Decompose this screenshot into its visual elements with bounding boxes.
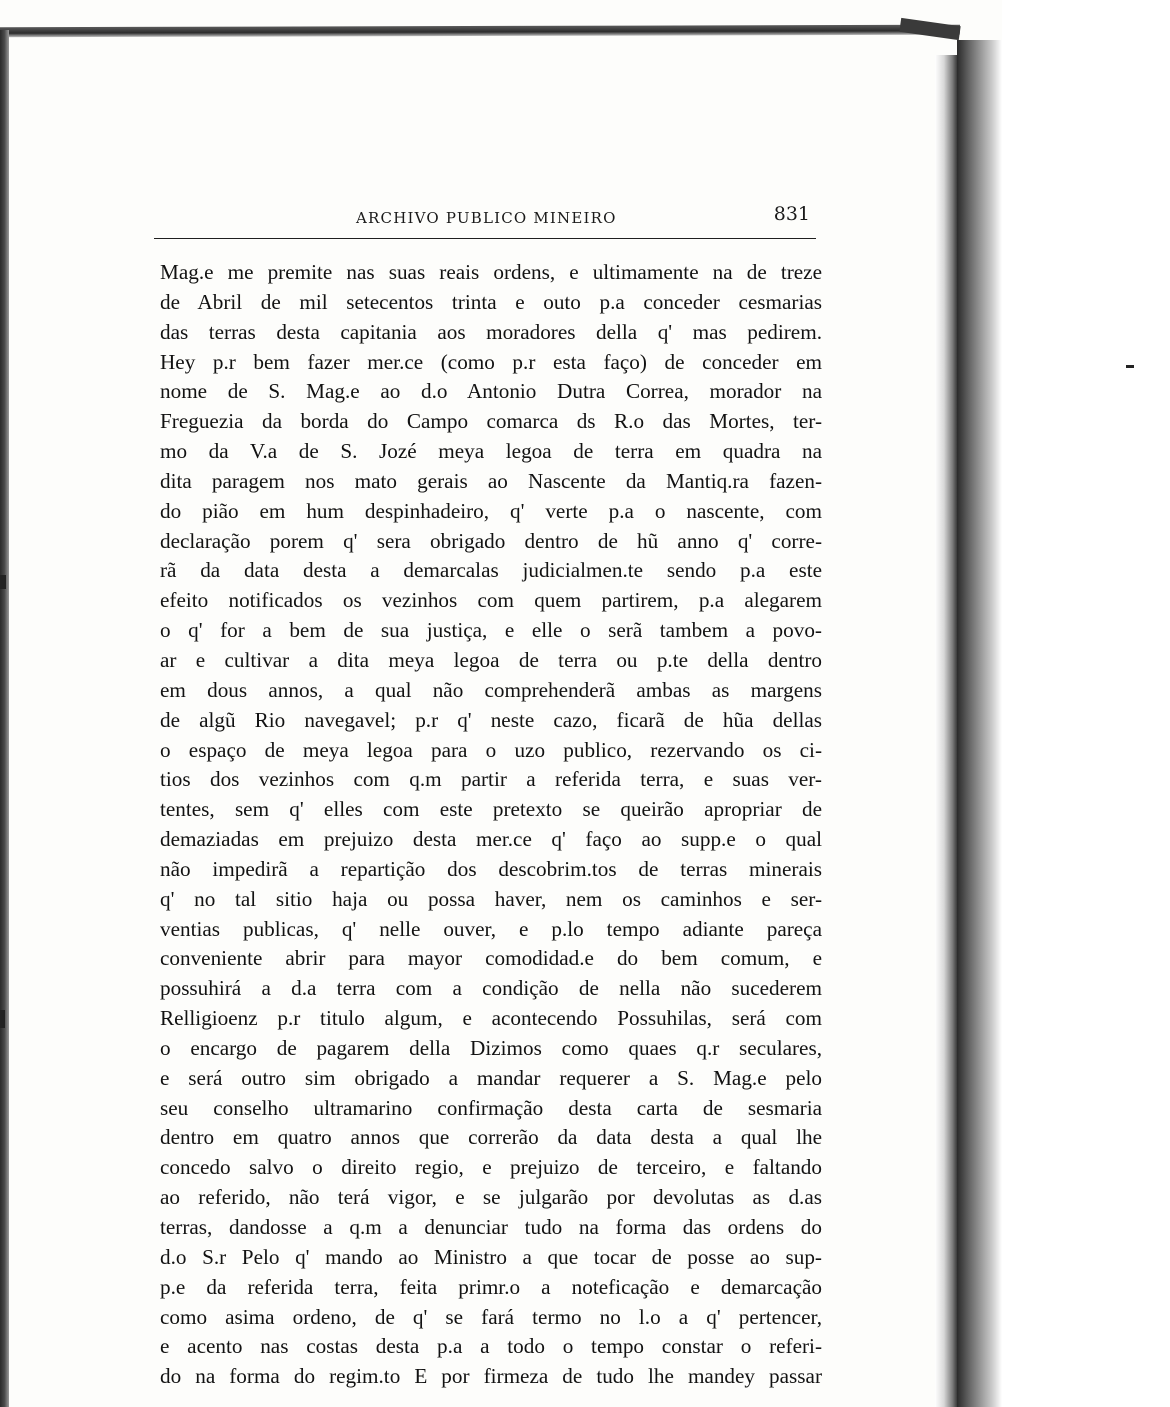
running-title: ARCHIVO PUBLICO MINEIRO [356, 209, 617, 227]
text-line: como asima ordeno, de q' se fará termo no l.o a q' pertencer, [160, 1304, 822, 1329]
scan-mark [0, 1010, 5, 1028]
text-line: p.e da referida terra, feita primr.o a noteficação e demarcação [160, 1274, 822, 1299]
scan-top-edge [0, 25, 960, 38]
text-line: rã da data desta a demarcalas judicialmen.te sendo p.a este [160, 558, 822, 583]
text-line: terras, dandosse a q.m a denunciar tudo na forma das ordens do [160, 1215, 822, 1239]
text-line: Mag.e me premite nas suas reais ordens, e ultimamente na de treze [160, 260, 822, 284]
text-line: Relligioenz p.r titulo algum, e acontecendo Possuhilas, será com [160, 1006, 822, 1031]
scan-left-edge [0, 30, 9, 1407]
text-line: o encargo de pagarem della Dizimos como quaes q.r seculares, [160, 1035, 822, 1060]
text-line: dita paragem nos mato gerais ao Nascente da Mantiq.ra fazen- [160, 468, 822, 493]
scan-margin [1002, 0, 1170, 1407]
text-line: d.o S.r Pelo q' mando ao Ministro a que tocar de posse ao sup- [160, 1244, 822, 1269]
page-fold [935, 55, 957, 1407]
text-line: do pião em hum despinhadeiro, q' verte p.a o nascente, com [160, 498, 822, 523]
header-rule [154, 238, 816, 239]
text-line: não impedirã a repartição dos descobrim.tos de terras minerais [160, 856, 822, 881]
text-line: seu conselho ultramarino confirmação desta carta de sesmaria [160, 1095, 822, 1120]
page-shadow [957, 40, 1002, 1407]
text-line: mo da V.a de S. Jozé meya legoa de terra em quadra na [160, 439, 822, 464]
text-line: efeito notificados os vezinhos com quem partirem, p.a alegarem [160, 588, 822, 613]
text-line: demaziadas em prejuizo desta mer.ce q' faço ao supp.e o qual [160, 827, 822, 852]
text-line: tentes, sem q' elles com este pretexto se queirão apropriar de [160, 797, 822, 822]
text-line: o espaço de meya legoa para o uzo publico, rezervando os ci- [160, 737, 822, 762]
text-line: dentro em quatro annos que correrão da data desta a qual lhe [160, 1125, 822, 1150]
text-line: concedo salvo o direito regio, e prejuizo de terceiro, e faltando [160, 1155, 822, 1180]
text-line: das terras desta capitania aos moradores della q' mas pedirem. [160, 319, 822, 344]
text-line: tios dos vezinhos com q.m partir a referida terra, e suas ver- [160, 767, 822, 792]
text-line: nome de S. Mag.e ao d.o Antonio Dutra Correa, morador na [160, 379, 822, 404]
scan-mark [1126, 365, 1134, 368]
text-line: conveniente abrir para mayor comodidad.e do bem comum, e [160, 946, 822, 971]
text-line: Hey p.r bem fazer mer.ce (como p.r esta faço) de conceder em [160, 349, 822, 374]
text-line: de algũ Rio navegavel; p.r q' neste cazo, ficarã de hũa dellas [160, 707, 822, 732]
page-number: 831 [773, 203, 810, 225]
body-text [160, 258, 822, 1392]
text-line: possuhirá a d.a terra com a condição de nella não sucederem [160, 976, 822, 1001]
scan-mark [0, 575, 6, 589]
text-line: ao referido, não terá vigor, e se julgarão por devolutas as d.as [160, 1185, 822, 1210]
scan-corner-fold [899, 18, 960, 40]
text-line: declaração porem q' sera obrigado dentro de hũ anno q' corre- [160, 528, 822, 553]
text-line: e acento nas costas desta p.a a todo o tempo constar o referi- [160, 1334, 822, 1359]
text-line: em dous annos, a qual não comprehenderã ambas as margens [160, 677, 822, 702]
text-line: q' no tal sitio haja ou possa haver, nem os caminhos e ser- [160, 886, 822, 911]
text-line: do na forma do regim.to E por firmeza de tudo lhe mandey passar [160, 1364, 822, 1389]
text-line: ventias publicas, q' nelle ouver, e p.lo tempo adiante pareça [160, 916, 822, 941]
text-line: o q' for a bem de sua justiça, e elle o serã tambem a povo- [160, 618, 822, 643]
text-line: ar e cultivar a dita meya legoa de terra ou p.te della dentro [160, 647, 822, 672]
running-header [158, 203, 818, 233]
text-line: Freguezia da borda do Campo comarca ds R.o das Mortes, ter- [160, 409, 822, 434]
text-line: e será outro sim obrigado a mandar requerer a S. Mag.e pelo [160, 1065, 822, 1090]
text-line: de Abril de mil setecentos trinta e outo p.a conceder cesmarias [160, 289, 822, 314]
